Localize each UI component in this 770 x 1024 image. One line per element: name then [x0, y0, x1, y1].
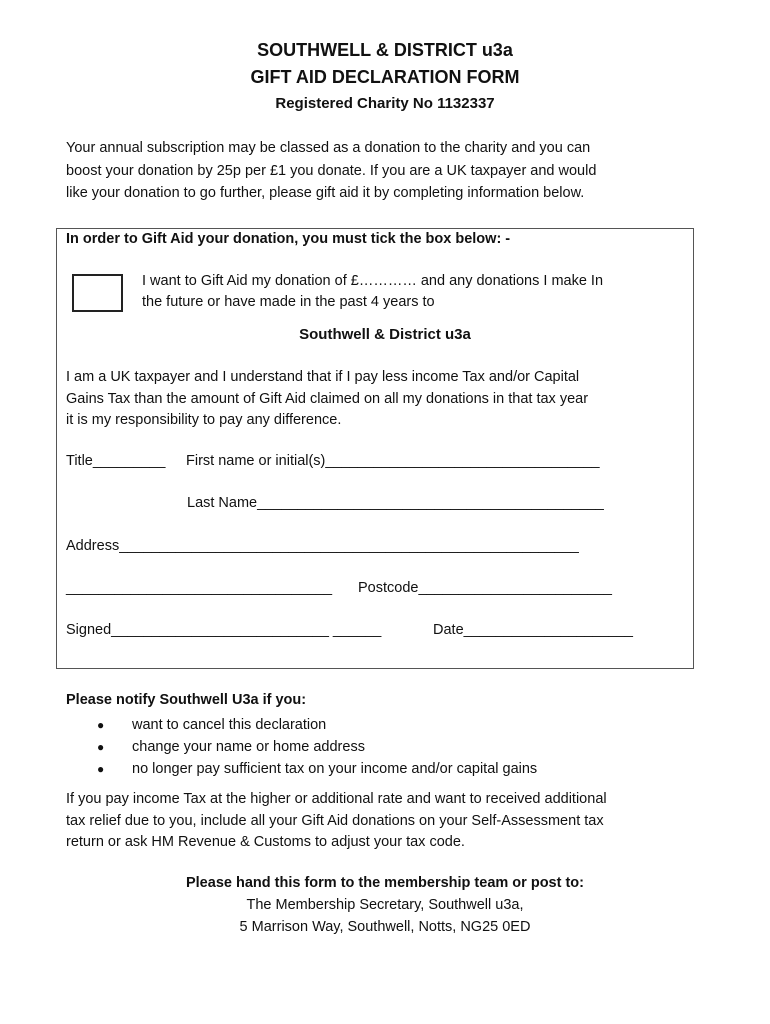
intro-line-1: Your annual subscription may be classed as a donation to the charity and you can	[66, 140, 591, 156]
list-item	[97, 714, 537, 736]
last-name-field[interactable]: Last Name___________________________________________	[187, 495, 604, 511]
bullet-icon: ●	[97, 762, 105, 776]
footer-heading: Please hand this form to the membership team or post to:	[185, 875, 584, 891]
taxpayer-line-3: it is my responsibility to pay any difference.	[66, 412, 342, 428]
form-title: GIFT AID DECLARATION FORM	[250, 67, 520, 87]
gift-aid-checkbox[interactable]	[72, 274, 123, 312]
intro-line-2: boost your donation by 25p per £1 you donate. If you are a UK taxpayer and would	[66, 162, 597, 179]
org-title: SOUTHWELL & DISTRICT u3a	[257, 40, 513, 60]
list-item-text: no longer pay sufficient tax on your income and/or capital gains	[132, 761, 538, 777]
higher-rate-line-2: tax relief due to you, include all your Gift Aid donations on your Self-Assessment tax	[66, 812, 604, 829]
taxpayer-statement	[66, 367, 588, 432]
list-item	[97, 758, 537, 780]
intro-paragraph	[66, 137, 596, 205]
bullet-icon: ●	[97, 718, 105, 732]
recipient-name: Southwell & District u3a	[299, 326, 471, 343]
footer-address-line-2: 5 Marrison Way, Southwell, Notts, NG25 0ED	[239, 919, 531, 935]
higher-rate-paragraph	[66, 789, 607, 854]
postcode-field[interactable]: Postcode________________________	[358, 580, 612, 596]
taxpayer-line-2: Gains Tax than the amount of Gift Aid claimed on all my donations in that tax year	[66, 390, 589, 407]
address-field[interactable]: Address_________________________________________________________	[66, 538, 579, 554]
list-item-text: change your name or home address	[132, 739, 365, 755]
notify-list	[97, 714, 537, 780]
higher-rate-line-1: If you pay income Tax at the higher or additional rate and want to received additional	[66, 791, 607, 807]
declaration-instruction: In order to Gift Aid your donation, you must tick the box below: -	[66, 231, 511, 247]
address-line-2-field[interactable]: _________________________________	[66, 580, 333, 596]
title-field[interactable]: Title_________	[66, 453, 166, 469]
notify-heading: Please notify Southwell U3a if you:	[66, 692, 307, 708]
charity-number: Registered Charity No 1132337	[275, 95, 495, 112]
statement-line-1: I want to Gift Aid my donation of £………… and any donations I make In	[142, 273, 604, 289]
date-field[interactable]: Date_____________________	[433, 622, 633, 638]
list-item-text: want to cancel this declaration	[132, 717, 327, 733]
signed-field[interactable]: Signed___________________________ ______	[66, 622, 382, 638]
taxpayer-line-1: I am a UK taxpayer and I understand that if I pay less income Tax and/or Capital	[66, 369, 580, 385]
footer-address-line-1: The Membership Secretary, Southwell u3a,	[246, 897, 524, 913]
statement-line-2: the future or have made in the past 4 years to	[142, 294, 435, 310]
intro-line-3: like your donation to go further, please gift aid it by completing information below.	[66, 185, 585, 201]
higher-rate-line-3: return or ask HM Revenue & Customs to adjust your tax code.	[66, 834, 465, 850]
first-name-field[interactable]: First name or initial(s)__________________________________	[186, 453, 600, 469]
bullet-icon: ●	[97, 740, 105, 754]
list-item	[97, 736, 537, 758]
